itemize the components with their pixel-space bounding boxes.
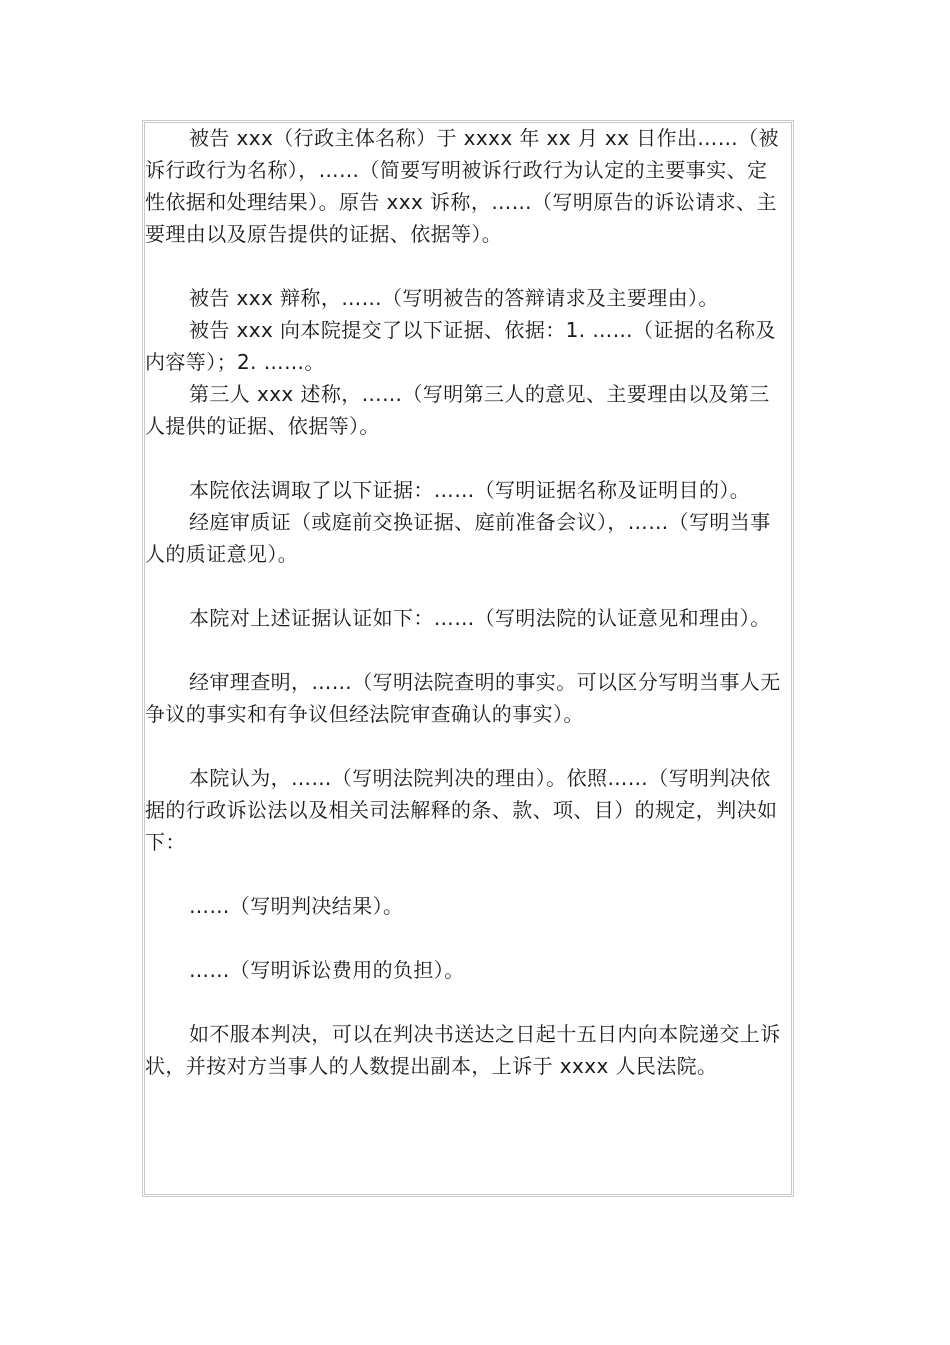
paragraph-defendant-evidence: 被告 xxx 向本院提交了以下证据、依据：1. ……（证据的名称及内容等）；2. ……。 [145,318,776,374]
paragraph-third-party: 第三人 xxx 述称，……（写明第三人的意见、主要理由以及第三人提供的证据、依据等）。 [145,382,770,438]
paragraph-court-evidence: 本院依法调取了以下证据：……（写明证据名称及证明目的）。 [189,478,751,502]
paragraph-litigation-costs: ……（写明诉讼费用的负担）。 [189,958,465,982]
paragraph-facts-found: 经审理查明，……（写明法院查明的事实。可以区分写明当事人无争议的事实和有争议但经法院审查确认的事实）。 [145,670,781,726]
paragraph-appeal-notice: 如不服本判决，可以在判决书送达之日起十五日内向本院递交上诉状，并按对方当事人的人数提出副本，上诉于 xxxx 人民法院。 [145,1022,781,1078]
paragraph-spacer [145,986,785,1018]
paragraph-cross-examination: 经庭审质证（或庭前交换证据、庭前准备会议），……（写明当事人的质证意见）。 [145,510,771,566]
paragraph-defendant-defense: 被告 xxx 辩称，……（写明被告的答辩请求及主要理由）。 [189,286,719,310]
paragraph-spacer [145,634,785,666]
paragraph-spacer [145,730,785,762]
paragraph-spacer [145,442,785,474]
paragraph-spacer [145,250,785,282]
paragraph-evidence-assessment: 本院对上述证据认证如下：……（写明法院的认证意见和理由）。 [189,606,771,630]
paragraph-court-opinion: 本院认为，……（写明法院判决的理由）。依照……（写明判决依据的行政诉讼法以及相关司法解释的条、款、项、目）的规定，判决如下： [145,766,778,854]
paragraph-spacer [145,922,785,954]
paragraph-judgment-result: ……（写明判决结果）。 [189,894,404,918]
paragraph-spacer [145,858,785,890]
paragraph-spacer [145,570,785,602]
document-body [145,122,785,1082]
paragraph-defendant-action: 被告 xxx（行政主体名称）于 xxxx 年 xx 月 xx 日作出……（被诉行政行为名称），……（简要写明被诉行政行为认定的主要事实、定性依据和处理结果）。原告 xxx 诉称，……（写明原告的诉讼请求、主要理由以及原告提供的证据、依据等）。 [145,126,779,246]
